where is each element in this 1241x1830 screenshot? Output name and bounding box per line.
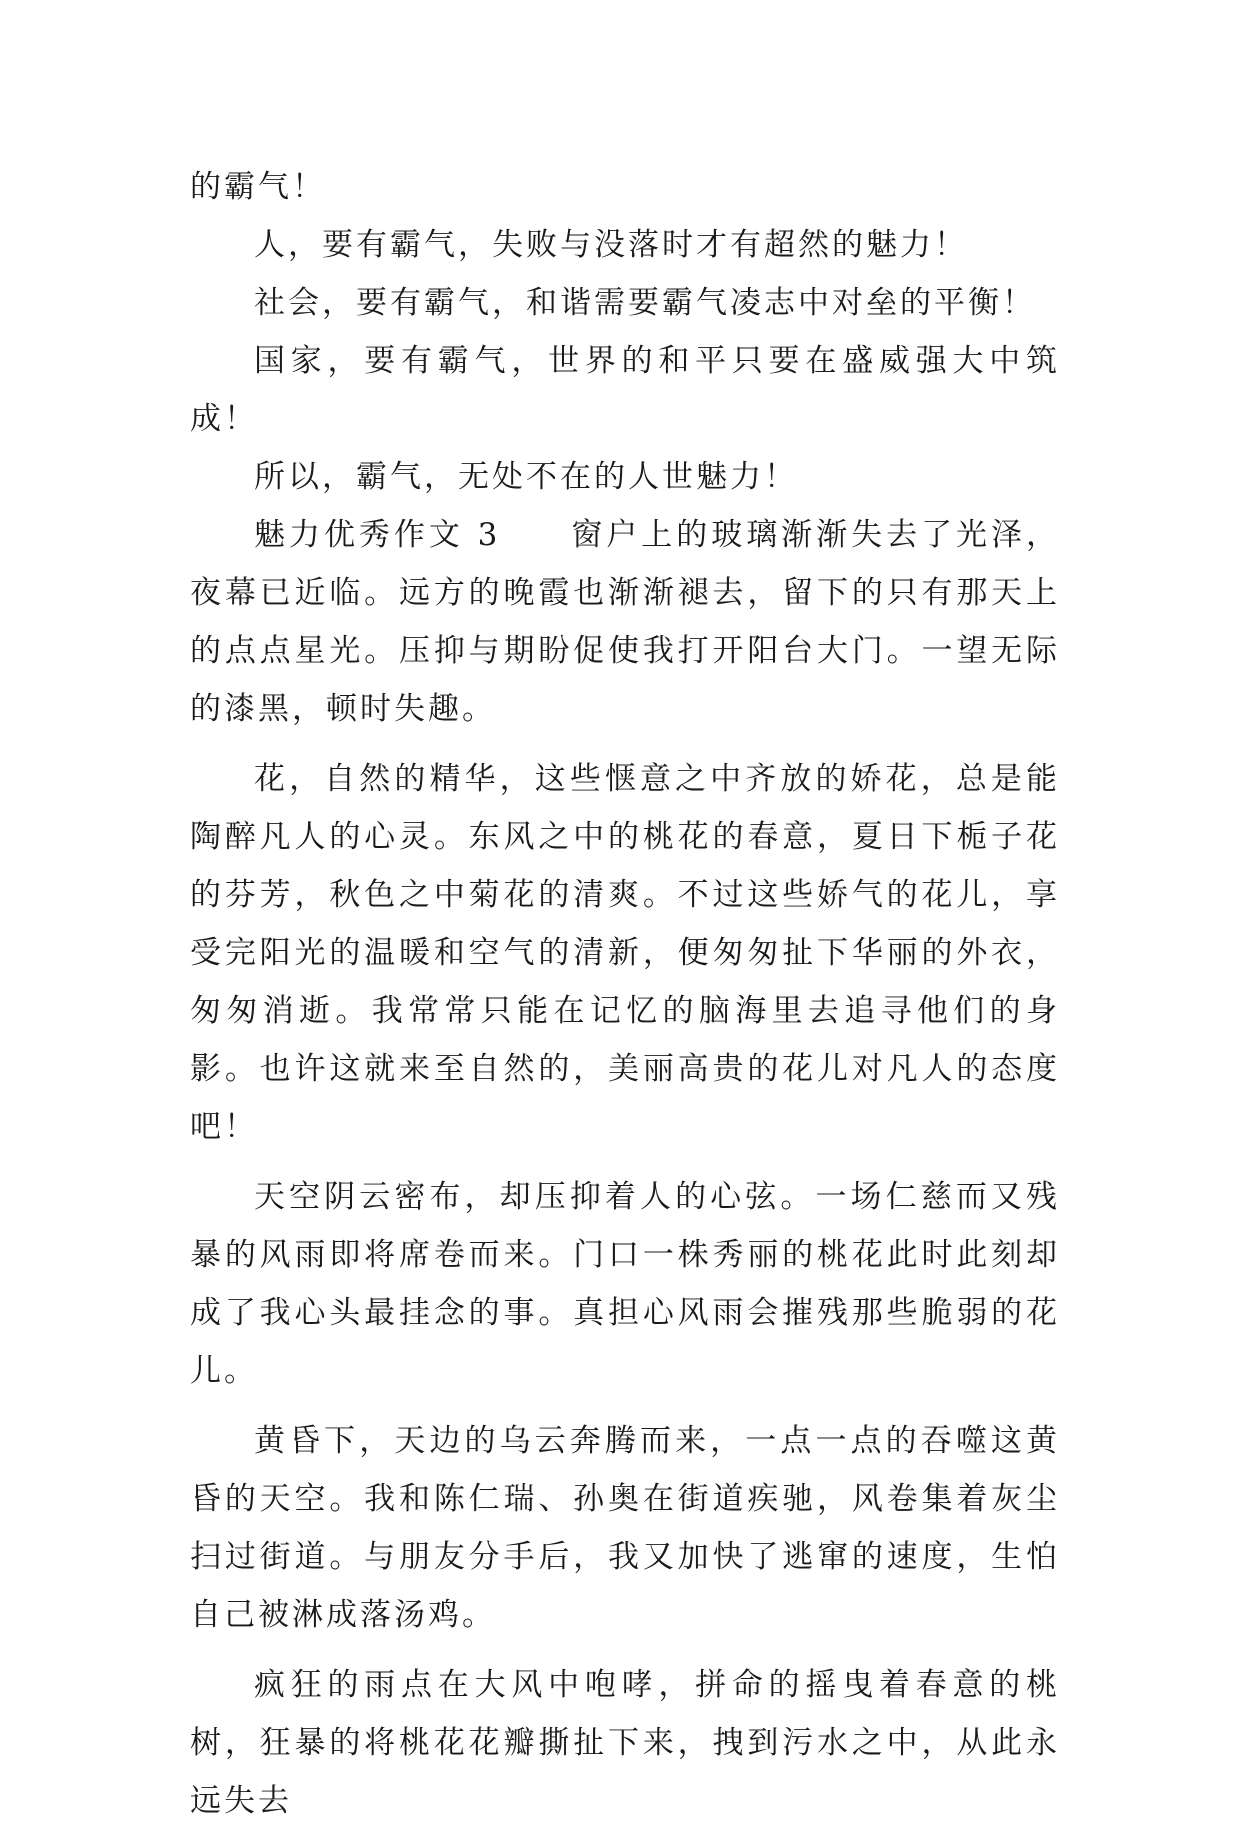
paragraph: 的霸气！ bbox=[190, 169, 326, 205]
paragraph: 花，自然的精华，这些惬意之中齐放的娇花，总是能陶醉凡人的心灵。东风之中的桃花的春意，夏日下栀子花的芬芳，秋色之中菊花的清爽。不过这些娇气的花儿，享受完阳光的温暖和空气的清新，便匆匆扯下华丽的外衣，匆匆消逝。我常常只能在记忆的脑海里去追寻他们的身影。也许这就来至自然的，美丽高贵的花儿对凡人的态度吧！ bbox=[190, 761, 1060, 1145]
paragraph: 天空阴云密布，却压抑着人的心弦。一场仁慈而又残暴的风雨即将席卷而来。门口一株秀丽的桃花此时此刻却成了我心头最挂念的事。真担心风雨会摧残那些脆弱的花儿。 bbox=[190, 1179, 1060, 1389]
paragraph: 所以，霸气，无处不在的人世魅力！ bbox=[254, 459, 798, 495]
paragraph: 黄昏下，天边的乌云奔腾而来，一点一点的吞噬这黄昏的天空。我和陈仁瑞、孙奥在街道疾驰，风卷集着灰尘扫过街道。与朋友分手后，我又加快了逃窜的速度，生怕自己被淋成落汤鸡。 bbox=[190, 1423, 1060, 1633]
paragraph: 社会，要有霸气，和谐需要霸气凌志中对垒的平衡！ bbox=[254, 285, 1036, 321]
paragraph: 疯狂的雨点在大风中咆哮，拼命的摇曳着春意的桃树，狂暴的将桃花花瓣撕扯下来，拽到污水之中，从此永远失去 bbox=[190, 1667, 1060, 1819]
essay-body bbox=[190, 158, 1060, 1830]
paragraph: 人，要有霸气，失败与没落时才有超然的魅力！ bbox=[254, 227, 968, 263]
paragraph: 魅力优秀作文 3 窗户上的玻璃渐渐失去了光泽，夜幕已近临。远方的晚霞也渐渐褪去，留下的只有那天上的点点星光。压抑与期盼促使我打开阳台大门。一望无际的漆黑，顿时失趣。 bbox=[190, 517, 1060, 727]
paragraph: 国家，要有霸气，世界的和平只要在盛威强大中筑成！ bbox=[190, 343, 1060, 437]
